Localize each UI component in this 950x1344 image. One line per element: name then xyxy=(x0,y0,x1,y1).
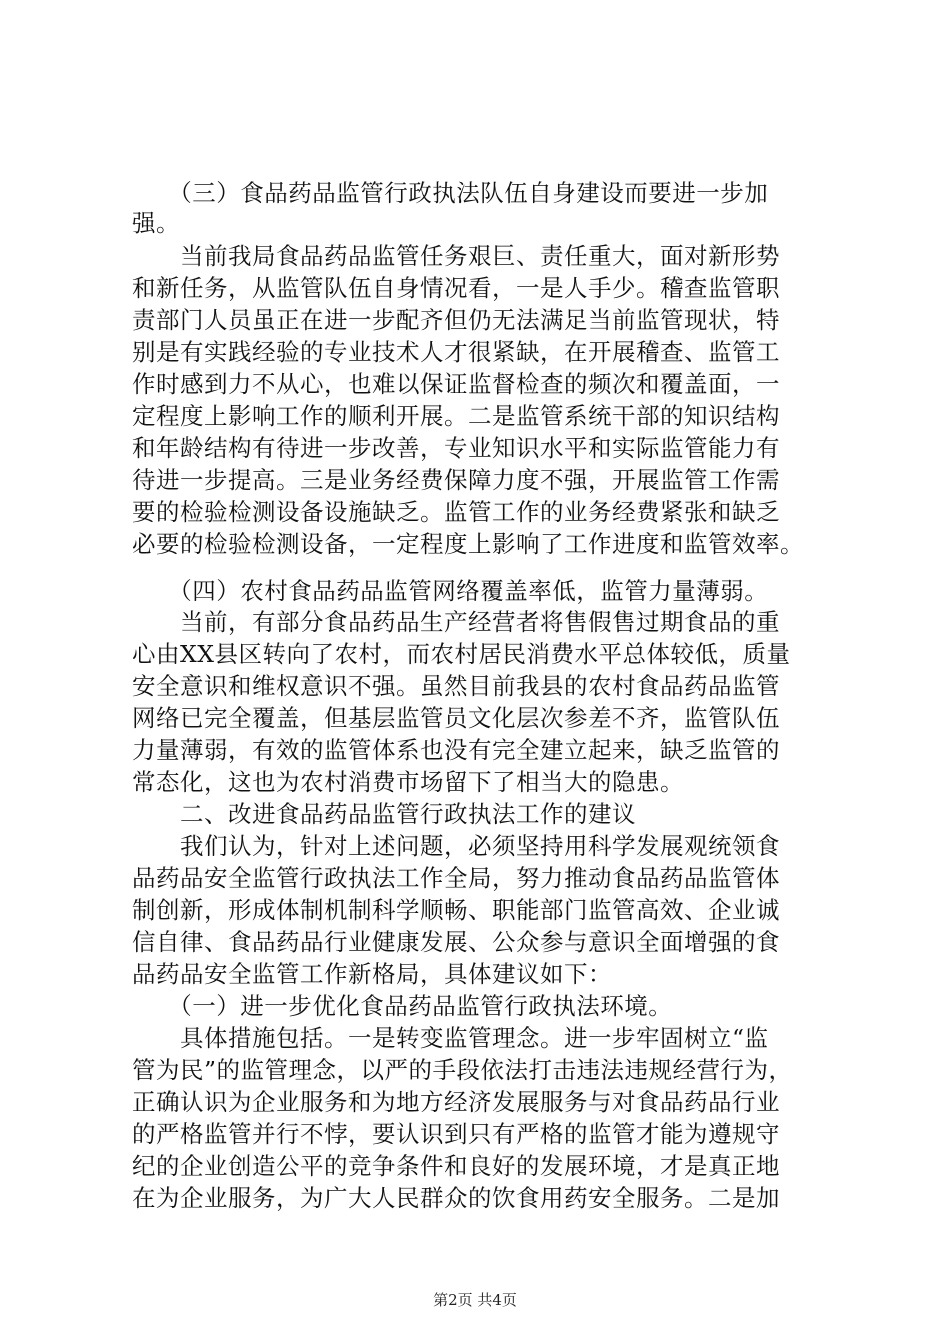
text-line: 我们认为，针对上述问题，必须坚持用科学发展观统领食 xyxy=(132,832,780,860)
text-line: 纪的企业创造公平的竞争条件和良好的发展环境，才是真正地 xyxy=(132,1152,780,1180)
text-line: （三）食品药品监管行政执法队伍自身建设而要进一步加 xyxy=(132,179,769,207)
text-line: 待进一步提高。三是业务经费保障力度不强，开展监管工作需 xyxy=(132,466,780,494)
text-line: 制创新，形成体制机制科学顺畅、职能部门监管高效、企业诚 xyxy=(132,896,780,924)
text-line: 具体措施包括。一是转变监管理念。进一步牢固树立“监 xyxy=(132,1024,769,1052)
text-line: 力量薄弱，有效的监管体系也没有完全建立起来，缺乏监管的 xyxy=(132,736,780,764)
page-number-footer: 第2页 共4页 xyxy=(433,1291,517,1309)
text-line: 责部门人员虽正在进一步配齐但仍无法满足当前监管现状，特 xyxy=(132,306,780,334)
text-line: 常态化，这也为农村消费市场留下了相当大的隐患。 xyxy=(132,768,684,796)
section-heading: 二、改进食品药品监管行政执法工作的建议 xyxy=(132,800,636,828)
text-line: 的严格监管并行不悖，要认识到只有严格的监管才能为遵规守 xyxy=(132,1120,780,1148)
text-line: 强。 xyxy=(132,209,180,237)
text-line: 品药品安全监管工作新格局，具体建议如下： xyxy=(132,960,612,988)
text-line: 管为民”的监管理念，以严的手段依法打击违法违规经营行为， xyxy=(132,1056,793,1084)
text-line: 在为企业服务，为广大人民群众的饮食用药安全服务。二是加 xyxy=(132,1184,780,1212)
text-line: 必要的检验检测设备，一定程度上影响了工作进度和监管效率。 xyxy=(132,530,804,558)
text-line: （一）进一步优化食品药品监管行政执法环境。 xyxy=(132,992,673,1020)
text-line: 当前我局食品药品监管任务艰巨、责任重大，面对新形势 xyxy=(132,242,780,270)
text-line: 和新任务，从监管队伍自身情况看，一是人手少。稽查监管职 xyxy=(132,274,780,302)
text-line: 安全意识和维权意识不强。虽然目前我县的农村食品药品监管 xyxy=(132,672,780,700)
text-line: （四）农村食品药品监管网络覆盖率低，监管力量薄弱。 xyxy=(132,577,769,605)
text-line: 当前，有部分食品药品生产经营者将售假售过期食品的重 xyxy=(132,608,780,636)
text-line: 正确认识为企业服务和为地方经济发展服务与对食品药品行业 xyxy=(132,1088,780,1116)
text-line: 心由XX县区转向了农村，而农村居民消费水平总体较低，质量 xyxy=(132,640,791,668)
text-line: 和年龄结构有待进一步改善，专业知识水平和实际监管能力有 xyxy=(132,434,780,462)
text-line: 作时感到力不从心，也难以保证监督检查的频次和覆盖面，一 xyxy=(132,370,780,398)
text-line: 品药品安全监管行政执法工作全局，努力推动食品药品监管体 xyxy=(132,864,780,892)
text-line: 要的检验检测设备设施缺乏。监管工作的业务经费紧张和缺乏 xyxy=(132,498,780,526)
text-line: 网络已完全覆盖，但基层监管员文化层次参差不齐，监管队伍 xyxy=(132,704,780,732)
text-line: 别是有实践经验的专业技术人才很紧缺，在开展稽查、监管工 xyxy=(132,338,780,366)
text-line: 信自律、食品药品行业健康发展、公众参与意识全面增强的食 xyxy=(132,928,780,956)
text-line: 定程度上影响工作的顺利开展。二是监管系统干部的知识结构 xyxy=(132,402,780,430)
